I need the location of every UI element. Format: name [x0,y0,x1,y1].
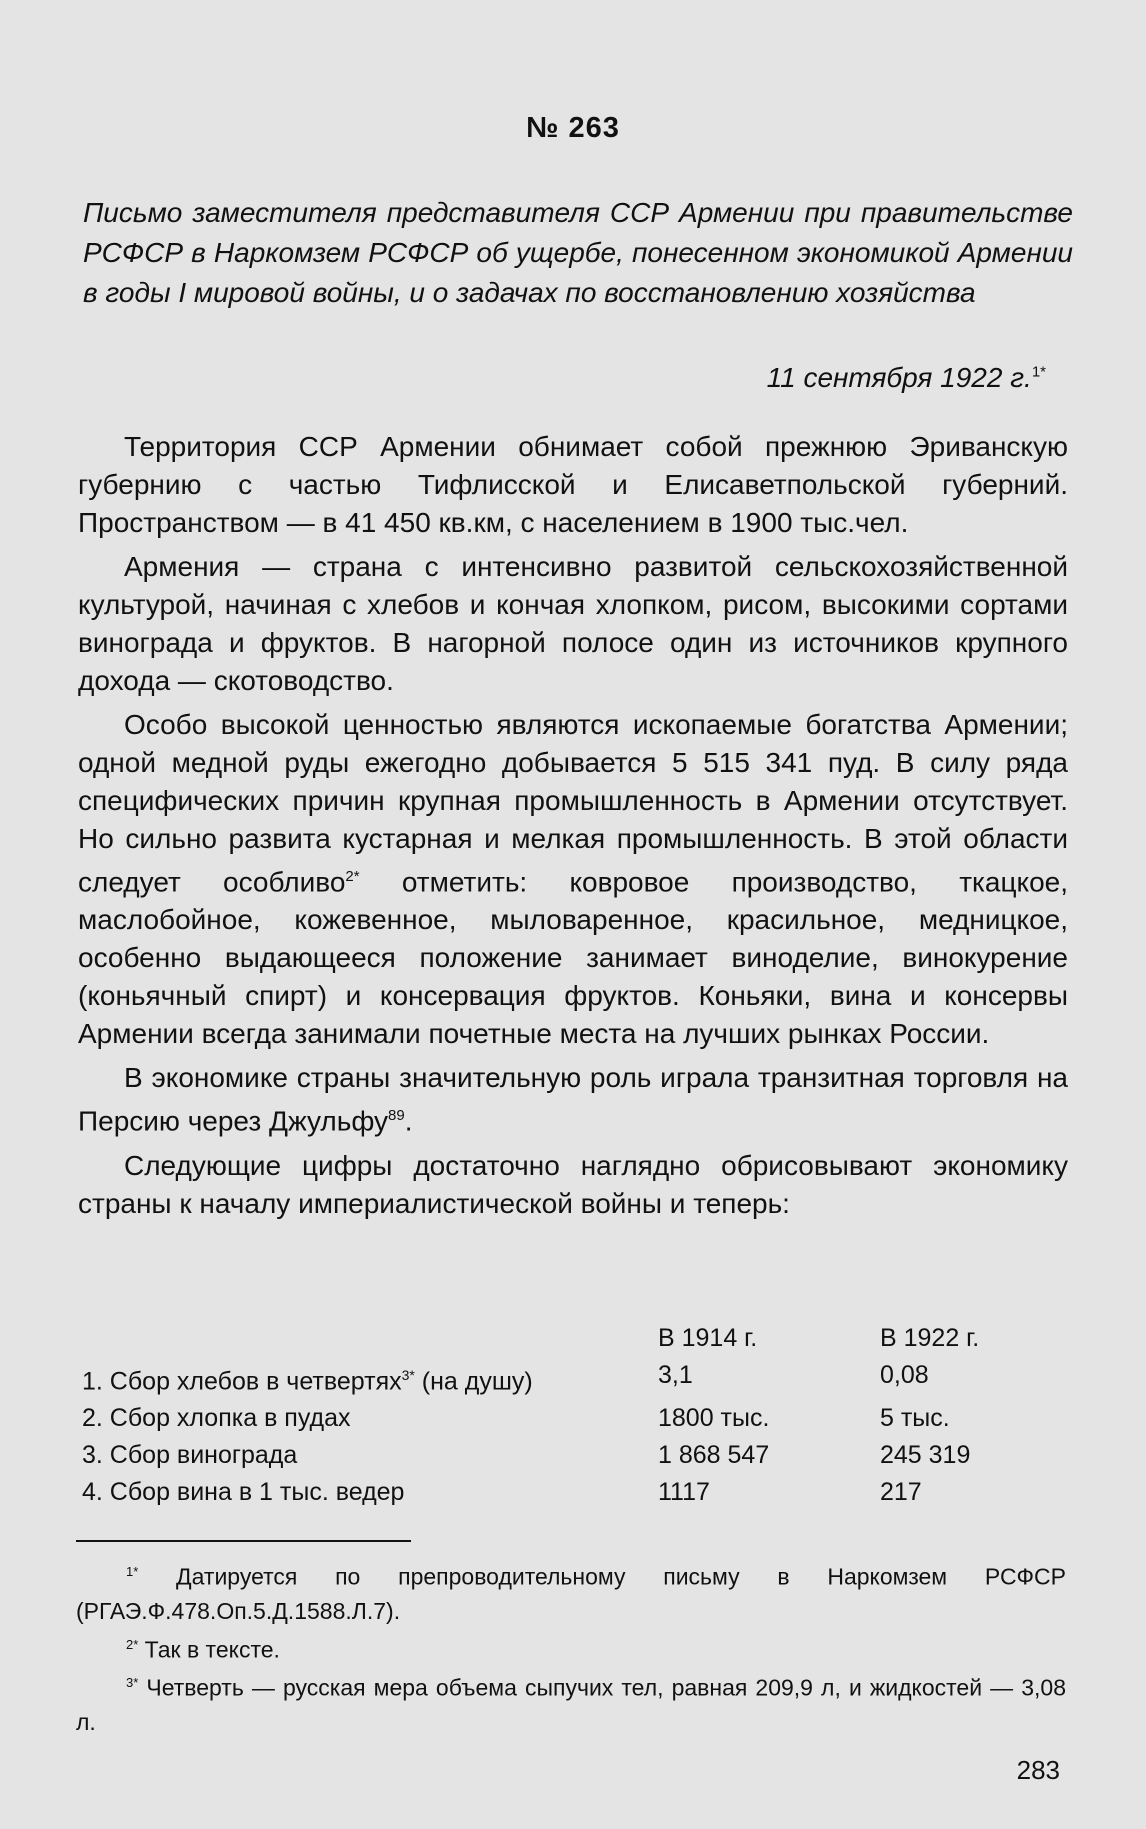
value-1914: 1800 тыс. [658,1404,770,1433]
table-row [82,1357,1062,1400]
footnote-2 [76,1628,1066,1667]
row-label: 3. Сбор винограда [82,1441,298,1470]
document-number: № 263 [526,112,620,144]
footnote-1 [76,1555,1066,1628]
page-number: 283 [1016,1755,1060,1785]
value-1914: 1117 [658,1478,710,1507]
value-1922: 217 [880,1478,922,1507]
row-label-suffix: (на душу) [414,1367,533,1396]
header-1922: В 1922 г. [880,1324,980,1352]
footnote-mark: 1* [126,1564,139,1579]
value-1914: 1 868 547 [658,1441,770,1470]
footnote-text: Так в тексте. [138,1636,280,1663]
paragraph-industry [78,706,1068,1053]
date-footnote-mark: 1* [1031,363,1046,381]
statistics-table [82,1320,1062,1511]
footnote-text: Датируется по препроводительному письму в Наркомзем РСФСР (РГАЭ.Ф.478.Оп.5.Д.1588.Л.7). [76,1563,1066,1624]
endnote-ref-89: 89 [388,1107,405,1125]
paragraph-industry-part1: Особо высокой ценностью являются ископаемые богатства Армении; одной медной руды ежегодно добывается 5 515 341 пуд. В силу ряда специфических причин крупная промышленность в Армении отсутствует. Но сильно развита кустарная и мелкая промышленность. В этой области следует особливо [78,709,1068,898]
document-date [767,362,1046,394]
footnotes [76,1555,1066,1739]
footnote-mark: 3* [126,1675,139,1691]
paragraph-agriculture: Армения — страна с интенсивно развитой сельскохозяйственной культурой, начиная с хлебов и кончая хлопком, рисом, высокими сортами винограда и фруктов. В нагорной полосе один из источников крупного дохода — скотоводство. [78,551,1068,696]
footnote-divider [76,1540,411,1542]
value-1922: 5 тыс. [880,1404,950,1433]
header-1914: В 1914 г. [658,1324,758,1352]
row-label: 2. Сбор хлопка в пудах [82,1404,351,1433]
table-row [82,1437,1062,1474]
footnote-3 [76,1666,1066,1739]
table-header-row [82,1320,1062,1357]
paragraph-figures-intro: Следующие цифры достаточно наглядно обрисовывают экономику страны к началу империалистической войны и теперь: [78,1149,1068,1219]
document-body [78,428,1068,1229]
paragraph-industry-part2: отметить: ковровое производство, ткацкое, маслобойное, кожевенное, мыловаренное, красильное, медницкое, особенно выдающееся положение занимает виноделие, винокурение (коньячный спирт) и консервация фруктов. Коньяки, вина и консервы Армении всегда занимали почетные места на лучших рынках России. [78,866,1068,1050]
paragraph-transit-part2: . [404,1105,413,1137]
paragraph-transit [78,1059,1068,1140]
value-1922: 0,08 [880,1361,929,1389]
paragraph-territory: Территория ССР Армении обнимает собой прежнюю Эриванскую губернию с частью Тифлисской и Елисаветпольской губерний. Пространством — в 41 450 кв.км, с населением в 1900 тыс.чел. [78,431,1068,538]
row-label: 4. Сбор вина в 1 тыс. ведер [82,1478,405,1507]
date-text: 11 сентября 1922 г. [766,362,1032,393]
footnote-ref-2: 2* [345,868,360,885]
value-1922: 245 319 [880,1441,971,1470]
footnote-text: Четверть — русская мера объема сыпучих тел, равная 209,9 л, и жидкостей — 3,08 л. [76,1674,1066,1735]
footnote-mark: 2* [126,1636,139,1652]
table-row [82,1400,1062,1437]
header-label-empty [82,1320,658,1357]
document-title: Письмо заместителя представителя ССР Армении при правительстве РСФСР в Наркомзем РСФСР об ущербе, понесенном экономикой Армении в годы I мировой войны, и о задачах по восстановлению хозяйства [83,197,1073,308]
row-label [82,1357,658,1400]
paragraph-transit-part1: В экономике страны значительную роль играла транзитная торговля на Персию через Джульфу [78,1062,1068,1137]
row-label-text: 1. Сбор хлебов в четвертях [82,1367,402,1396]
table-row [82,1474,1062,1511]
footnote-ref-3: 3* [401,1367,415,1383]
value-1914: 3,1 [658,1361,693,1389]
